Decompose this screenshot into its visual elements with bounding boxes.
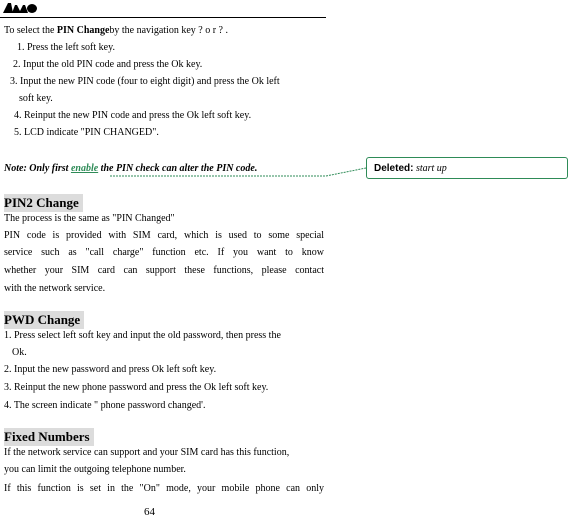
fixed-numbers-heading: Fixed Numbers (4, 428, 94, 446)
pin-step-2: 2. Input the old PIN code and press the Ok key. (13, 59, 203, 70)
comment-text: start up (415, 163, 447, 174)
pwd-line-1: 1. Press select left soft key and input the old password, then press the (4, 330, 281, 341)
pin-step-3: 3. Input the new PIN code (four to eight digit) and press the Ok left (10, 76, 280, 87)
pin-intro: To select the PIN Changeby the navigation key ? o r ? . (4, 25, 228, 36)
pin2-heading: PIN2 Change (4, 194, 83, 212)
pwd-line-1-cont: Ok. (12, 347, 27, 358)
inserted-text: enable (70, 163, 99, 174)
pin-step-5: 5. LCD indicate "PIN CHANGED". (14, 127, 159, 138)
fixed-line-1: If the network service can support and your SIM card has this function, (4, 447, 290, 458)
pin-note: Note: Only first enable the PIN check can alter the PIN code. (4, 163, 258, 174)
pin2-para-line-2: service such as "call charge" function etc. If you want to know (4, 247, 324, 258)
pwd-heading: PWD Change (4, 311, 84, 329)
pin-step-4: 4. Reinput the new PIN code and press the Ok left soft key. (14, 110, 252, 121)
pin2-para-line-4: with the network service. (4, 283, 106, 294)
page-number: 64 (144, 506, 155, 518)
pin2-para-line-1: PIN code is provided with SIM card, which is used to some special (4, 230, 324, 241)
pwd-line-3: 3. Reinput the new phone password and press the Ok left soft key. (4, 382, 269, 393)
deleted-comment-balloon[interactable] (366, 157, 568, 179)
fixed-line-2: you can limit the outgoing telephone number. (4, 464, 186, 475)
comment-label: Deleted: (374, 163, 414, 174)
pin-step-3-cont: soft key. (19, 93, 53, 104)
pwd-line-2: 2. Input the new password and press Ok left soft key. (4, 364, 217, 375)
pin-step-1: 1. Press the left soft key. (17, 42, 115, 53)
pin2-para-line-3: whether your SIM card can support these functions, please contact (4, 265, 324, 276)
pwd-line-4: 4. The screen indicate " phone password changed'. (4, 400, 206, 411)
pin2-line-1: The process is the same as "PIN Changed" (4, 213, 175, 224)
fixed-line-3: If this function is set in the "On" mode, your mobile phone can only (4, 483, 324, 494)
